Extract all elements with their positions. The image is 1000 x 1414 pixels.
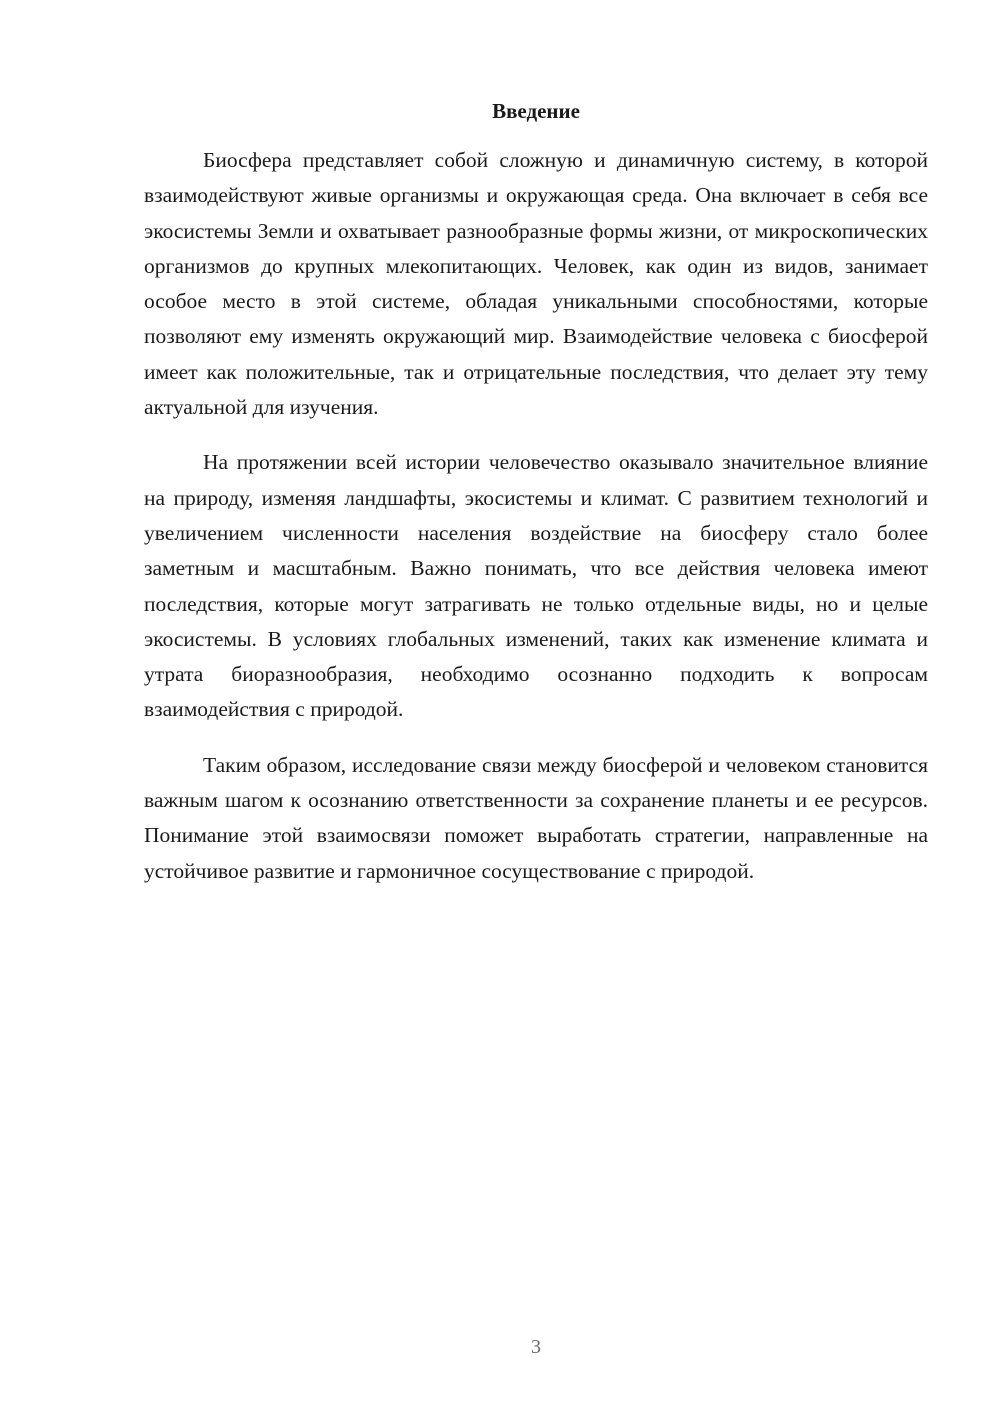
paragraph-2: На протяжении всей истории человечество оказывало значительное влияние на природу, изменяя ландшафты, экосистемы и климат. С развитием технологий и увеличением численности населения воздействие на биосферу стало более заметным и масштабным. Важно понимать, что все действия человека имеют последствия, которые могут затрагивать не только отдельные виды, но и целые экосистемы. В условиях глобальных изменений, таких как изменение климата и утрата биоразнообразия, необходимо осознанно подходить к вопросам взаимодействия с природой. — [144, 450, 928, 722]
paragraph-3: Таким образом, исследование связи между биосферой и человеком становится важным шагом к осознанию ответственности за сохранение планеты и ее ресурсов. Понимание этой взаимосвязи поможет выработать стратегии, направленные на устойчивое развитие и гармоничное сосуществование с природой. — [144, 752, 928, 883]
section-heading: Введение — [492, 99, 580, 123]
page-number: 3 — [531, 1336, 541, 1358]
paragraph-1: Биосфера представляет собой сложную и динамичную систему, в которой взаимодействуют живые организмы и окружающая среда. Она включает в себя все экосистемы Земли и охватывает разнообразные формы жизни, от микроскопических организмов до крупных млекопитающих. Человек, как один из видов, занимает особое место в этой системе, обладая уникальными способностями, которые позволяют ему изменять окружающий мир. Взаимодействие человека с биосферой имеет как положительные, так и отрицательные последствия, что делает эту тему актуальной для изучения. — [144, 148, 928, 420]
body-text — [144, 143, 928, 889]
